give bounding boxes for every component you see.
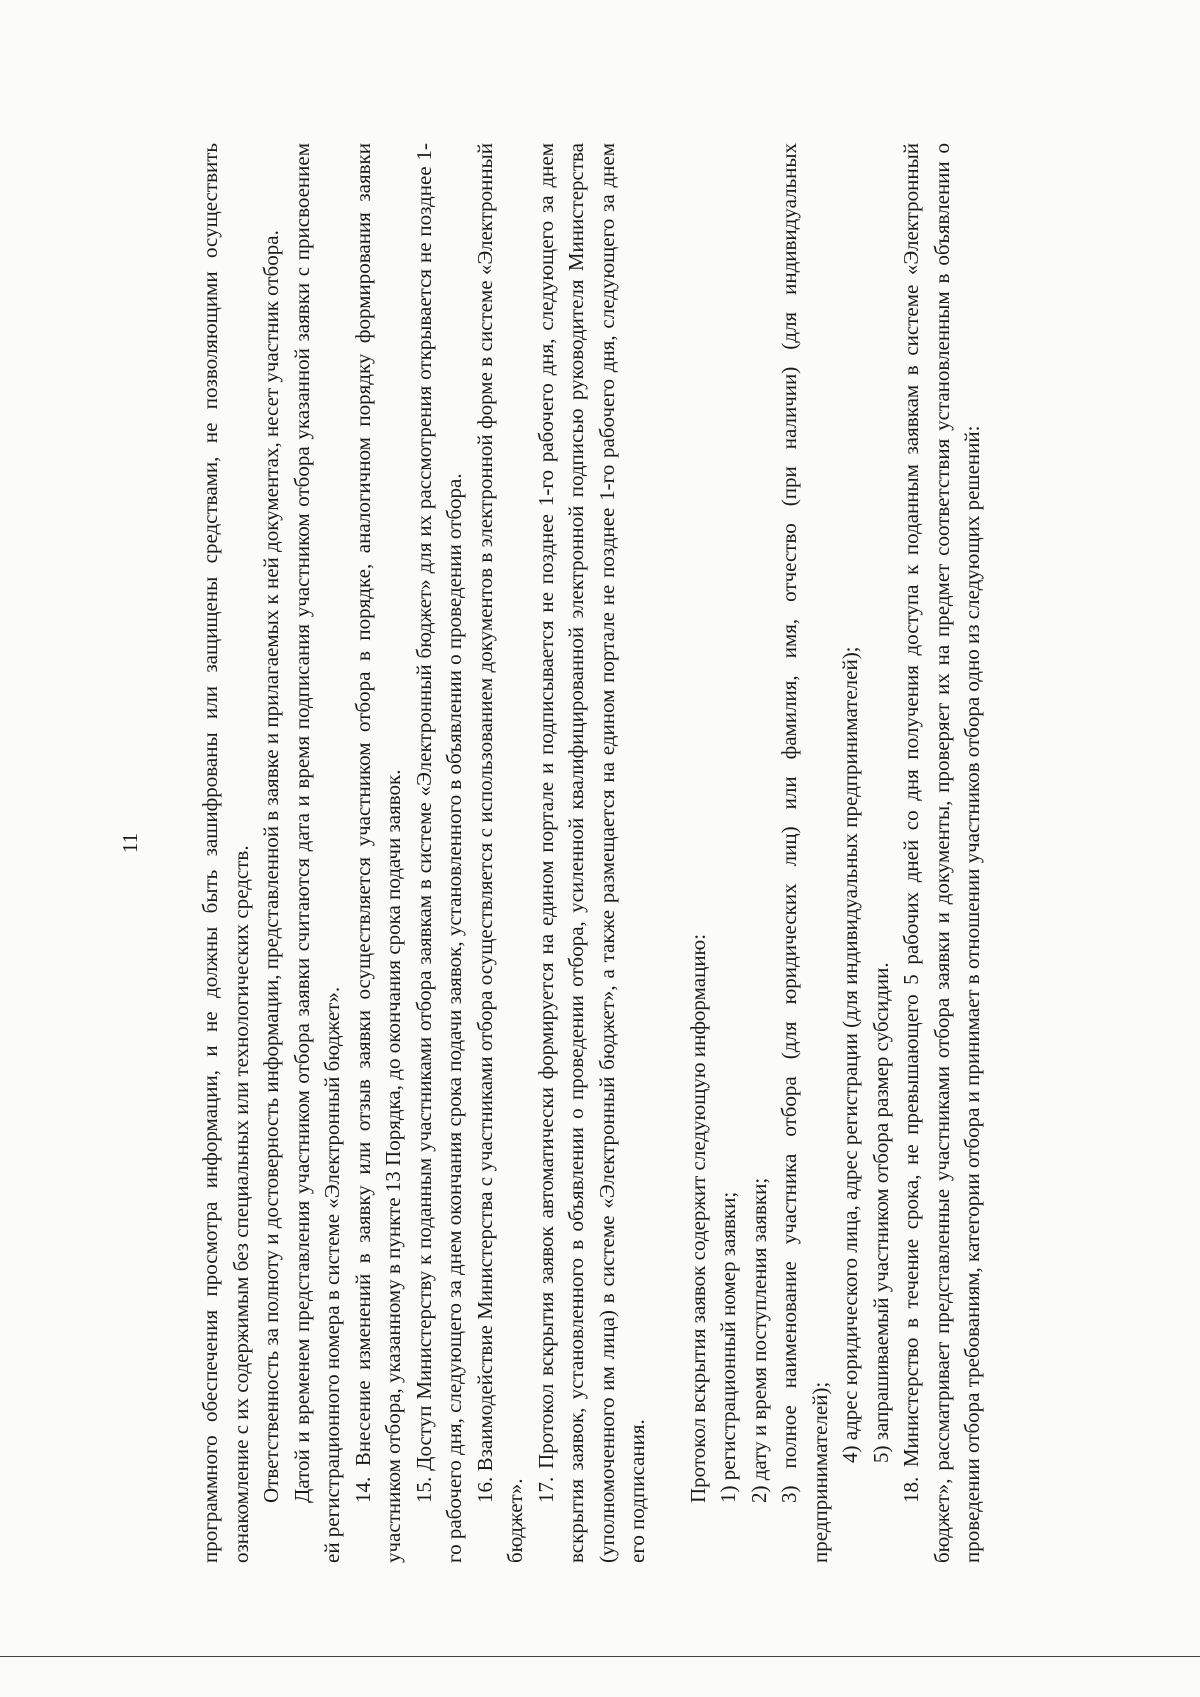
page-number: 11 bbox=[118, 832, 142, 854]
paragraph: 14. Внесение изменений в заявку или отзыв заявки осуществляется участником отбора в порядке, аналогичном порядку формирования заявки участником отбора, указанному в пункте 13 Порядка, до окончания срока подачи заявок. bbox=[350, 143, 405, 1563]
list-item: 2) дату и время поступления заявки; bbox=[746, 1177, 771, 1503]
paragraph: Ответственность за полноту и достоверность информации, представленной в заявке и прилагаемых к ней документах, несет участник отбора. bbox=[259, 230, 283, 1503]
rotated-content bbox=[100, 68, 1100, 1618]
list-item: 3) полное наименование участника отбора (для юридических лиц) или фамилия, имя, отчество (при наличии) (для индивидуальных предпринимателей); bbox=[777, 143, 832, 1563]
document-body bbox=[195, 143, 988, 1563]
list-item: 1) регистрационный номер заявки; bbox=[716, 1191, 740, 1503]
scan-edge-line bbox=[0, 1656, 1200, 1657]
list-item: 5) запрашиваемый участником отбора размер субсидии. bbox=[868, 962, 893, 1463]
paragraph: Протокол вскрытия заявок содержит следующую информацию: bbox=[685, 933, 710, 1503]
paragraph: Датой и временем представления участником отбора заявки считаются дата и время подписания участником отбора указанной заявки с присвоением ей регистрационного номера в системе «Электронный бюджет». bbox=[289, 143, 344, 1563]
paragraph: 15. Доступ Министерству к поданным участниками отбора заявкам в системе «Электронный бюджет» для их рассмотрения открывается не позднее 1-го рабочего дня, следующего за днем окончания срока подачи заявок, установленного в объявлении о проведении отбора. bbox=[411, 143, 466, 1563]
paragraph: 18. Министерство в течение срока, не превышающего 5 рабочих дней со дня получения доступа к поданным заявкам в системе «Электронный бюджет», рассматривает представленные участниками отбора заявки и документы, проверяет их на предмет соответствия установленным в объявлении о проведении отбора требованиям, категории отбора и принимает в отношении участников отбора одно из следующих решений: bbox=[899, 143, 984, 1563]
list-item: 4) адрес юридического лица, адрес регистрации (для индивидуальных предпринимателей); bbox=[838, 646, 862, 1463]
paragraph: программного обеспечения просмотра информации, и не должны быть зашифрованы или защищены средствами, не позволяющими осуществить ознакомление с их содержимым без специальных или технологических средств. bbox=[198, 143, 253, 1563]
paragraph: 16. Взаимодействие Министерства с участниками отбора осуществляется с использованием документов в электронной форме в системе «Электронный бюджет». bbox=[472, 143, 527, 1563]
paragraph: 17. Протокол вскрытия заявок автоматически формируется на едином портале и подписывается не позднее 1-го рабочего дня, следующего за днем вскрытия заявок, установленного в объявлении о проведении отбора, усиленной квалифицированной электронной подписью руководителя Министерства (уполномоченного им лица) в системе «Электронный бюджет», а также размещается на едином портале не позднее 1-го рабочего дня, следующего за днем его подписания. bbox=[533, 143, 649, 1563]
